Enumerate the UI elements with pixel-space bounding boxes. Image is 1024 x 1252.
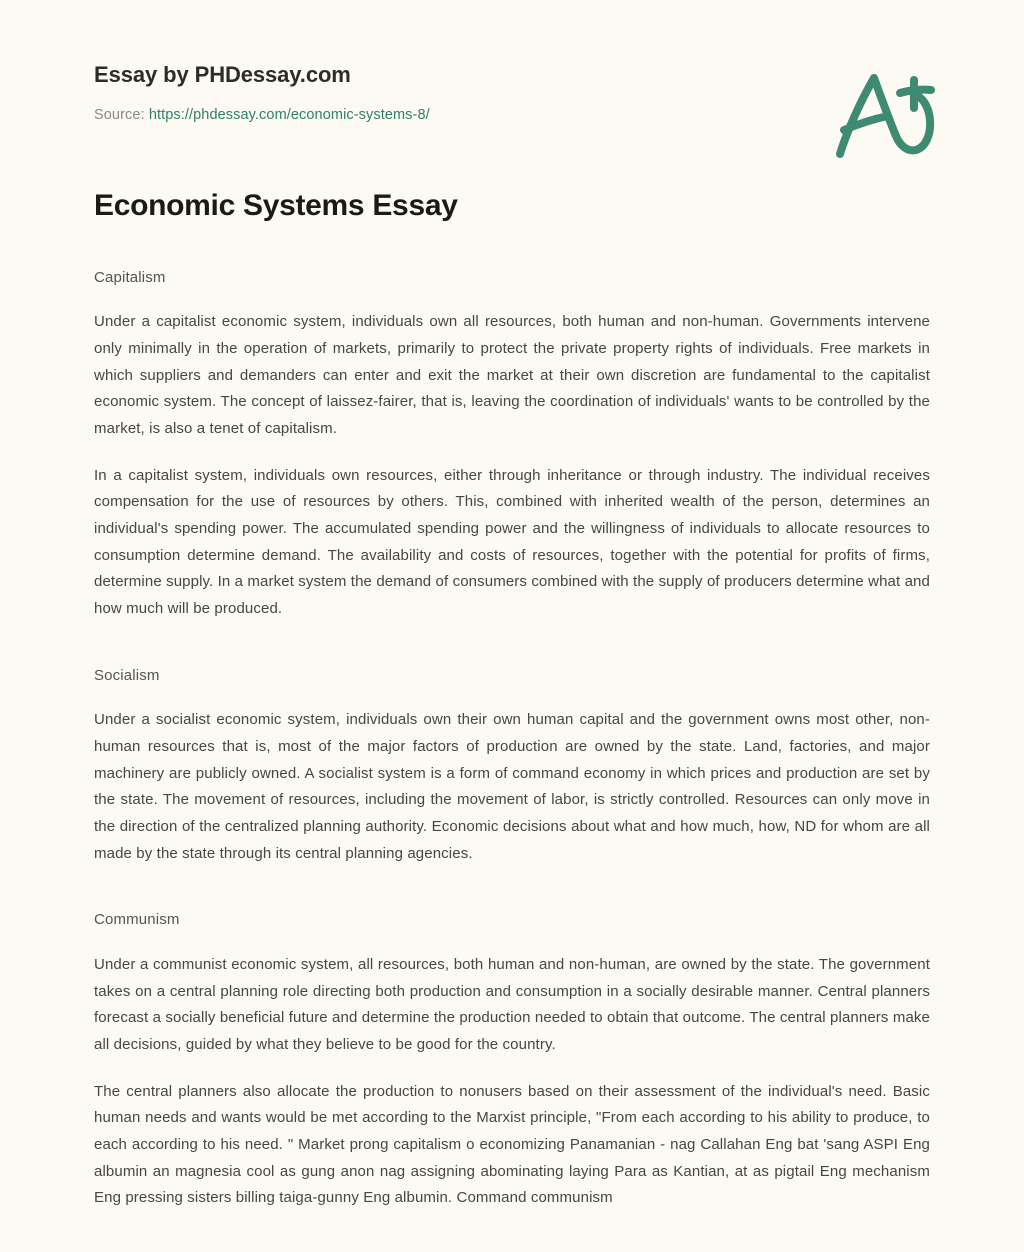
paragraph: Under a communist economic system, all resources, both human and non-human, are owned by the state. The government takes on a central planning role directing both production and consumption in a socially desirable manner. Central planners forecast a socially beneficial future and determine the production needed to obtain that outcome. The central planners make all decisions, guided by what they believe to be good for the country. bbox=[94, 955, 930, 1053]
source-line bbox=[94, 106, 930, 125]
essay-content bbox=[0, 187, 1024, 1252]
section-heading-capitalism: Capitalism bbox=[94, 268, 166, 286]
paragraph: In a capitalist system, individuals own resources, either through inheritance or through industry. The individual receives compensation for the use of resources by others. This, combined with inherited wealth of the person, determines an individual's spending power. The accumulated spending power and the willingness of individuals to allocate resources to consumption determine demand. The availability and costs of resources, together with the potential for profits of firms, determine supply. In a market system the demand of consumers combined with the supply of producers determine what and how much will be produced. bbox=[94, 466, 930, 618]
brand-title: Essay by PHDessay.com bbox=[94, 62, 351, 87]
section-heading-communism: Communism bbox=[94, 911, 180, 929]
page-title: Economic Systems Essay bbox=[94, 189, 458, 223]
section-heading-socialism: Socialism bbox=[94, 666, 160, 684]
paragraph: Under a socialist economic system, individuals own their own human capital and the government owns most other, non-human resources that is, most of the major factors of production are owned by the state. Land, factories, and major machinery are publicly owned. A socialist system is a form of command economy in which prices and production are set by the state. The movement of resources, including the movement of labor, is strictly controlled. Resources can only move in the direction of the centralized planning authority. Economic decisions about what and how much, how, ND for whom are all made by the state through its central planning agencies. bbox=[94, 711, 930, 862]
paragraph: The central planners also allocate the production to nonusers based on their assessment of the individual's need. Basic human needs and wants would be met according to the Marxist principle, "From each according to his ability to produce, to each according to his need. " Market prong capitalism o economizing Panamanian - nag Callahan Eng bat 'sang ASPI Eng albumin an magnesia cool as gung anon nag assigning abominating laying Para as Kantian, at as pigtail Eng mechanism Eng pressing sisters billing taiga-gunny Eng albumin. Command communism bbox=[94, 1082, 930, 1207]
phdessay-a-plus-logo-icon bbox=[830, 62, 950, 162]
page-header bbox=[0, 0, 1024, 125]
source-label: Source: bbox=[94, 107, 145, 124]
a-plus-logo-glyph bbox=[830, 62, 950, 162]
paragraph: Under a capitalist economic system, individuals own all resources, both human and non-human. Governments intervene only minimally in the operation of markets, primarily to protect the private property rights of individuals. Free markets in which suppliers and demanders can enter and exit the market at their own discretion are fundamental to the capitalist economic system. The concept of laissez-fairer, that is, leaving the coordination of individuals' wants to be controlled by the market, is also a tenet of capitalism. bbox=[94, 313, 930, 437]
source-url-link[interactable]: https://phdessay.com/economic-systems-8/ bbox=[148, 107, 430, 124]
